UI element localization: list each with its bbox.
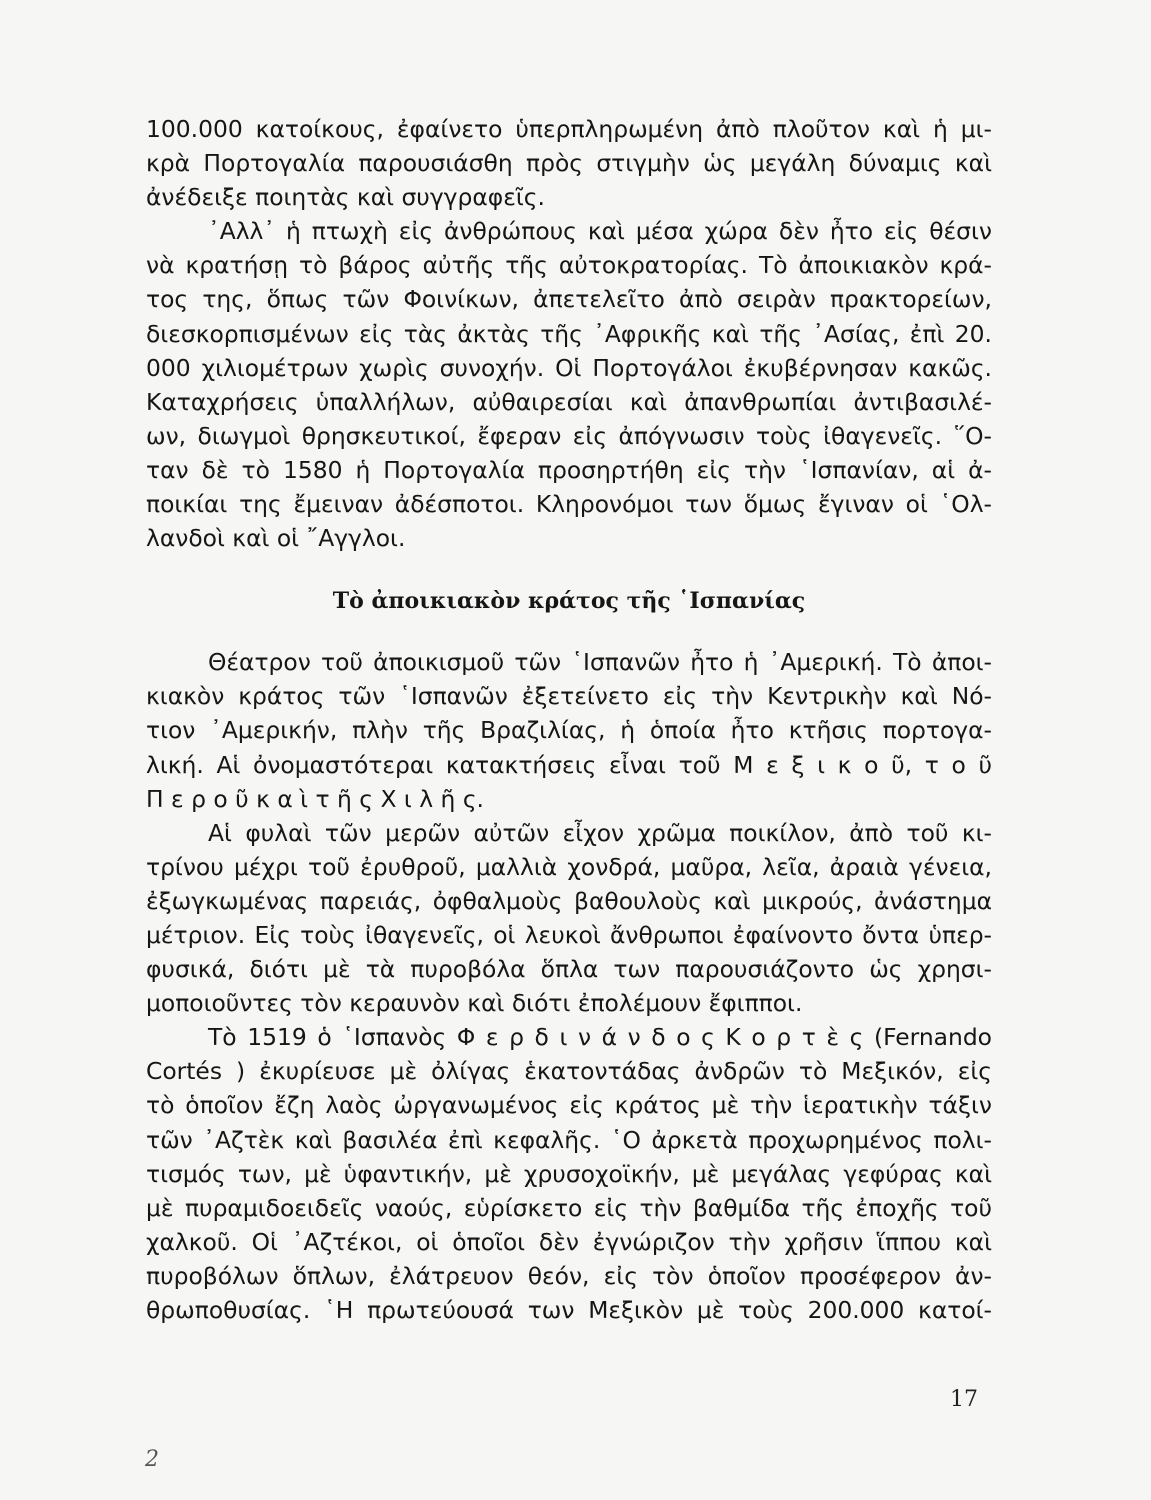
text-line: ων, διωγμοὶ θρησκευτικοί, ἔφεραν εἰς ἀπόγνωσιν τοὺς ἰθαγενεῖς. ῞Ο-: [146, 421, 992, 450]
page-number: 17: [950, 1387, 978, 1412]
text-line: τὸ ὁποῖον ἔζη λαὸς ὠργανωμένος εἰς κράτος μὲ τὴν ἱερατικὴν τάξιν: [146, 1091, 992, 1120]
text-line: λική. Αἱ ὀνομαστότεραι κατακτήσεις εἶναι τοῦ Μ ε ξ ι κ ο ῦ, τ ο ῦ: [146, 750, 992, 779]
text-line: θρωποθυσίας. ῾Η πρωτεύουσά των Μεξικὸν μὲ τοὺς 200.000 κατοί-: [146, 1296, 992, 1324]
section-heading: Τὸ ἀποικιακὸν κράτος τῆς ῾Ισπανίας: [332, 588, 806, 615]
text-line: τιον ᾿Αμερικήν, πλὴν τῆς Βραζιλίας, ἡ ὁποία ἦτο κτῆσις πορτογα-: [146, 716, 992, 745]
text-line: ἐξωγκωμένας παρειάς, ὀφθαλμοὺς βαθουλοὺς καὶ μικρούς, ἀνάστημα: [146, 886, 992, 915]
text-line: 100.000 κατοίκους, ἐφαίνετο ὑπερπληρωμένη ἀπὸ πλοῦτον καὶ ἡ μι-: [146, 115, 992, 143]
text-line: τισμός των, μὲ ὑφαντικήν, μὲ χρυσοχοϊκήν, μὲ μεγάλας γεφύρας καὶ: [146, 1159, 992, 1188]
text-line: ταν δὲ τὸ 1580 ἡ Πορτογαλία προσηρτήθη εἰς τὴν ῾Ισπανίαν, αἱ ἀ-: [146, 455, 992, 484]
text-line: ποικίαι της ἔμειναν ἀδέσποτοι. Κληρονόμοι των ὅμως ἔγιναν οἱ ῾Ολ-: [146, 490, 992, 519]
text-line: 000 χιλιομέτρων χωρὶς συνοχήν. Οἱ Πορτογάλοι ἐκυβέρνησαν κακῶς.: [146, 353, 992, 382]
body-text: [146, 112, 992, 1327]
text-line: ἀνέδειξε ποιητὰς καὶ συγγραφεῖς.: [146, 183, 545, 212]
text-line: διεσκορπισμένων εἰς τὰς ἀκτὰς τῆς ᾿Αφρικῆς καὶ τῆς ᾿Ασίας, ἐπὶ 20.: [146, 319, 992, 348]
text-line: νὰ κρατήσῃ τὸ βάρος αὐτῆς τῆς αὐτοκρατορίας. Τὸ ἀποικιακὸν κρά-: [146, 251, 992, 280]
text-line: χαλκοῦ. Οἱ ᾿Αζτέκοι, οἱ ὁποῖοι δὲν ἐγνώριζον τὴν χρῆσιν ἵππου καὶ: [146, 1227, 992, 1256]
text-line: λανδοὶ καὶ οἱ ῎Αγγλοι.: [146, 524, 406, 553]
margin-mark: 2: [145, 1447, 159, 1472]
text-line: κιακὸν κράτος τῶν ῾Ισπανῶν ἐξετείνετο εἰς τὴν Κεντρικὴν καὶ Νό-: [146, 682, 992, 711]
text-line: κρὰ Πορτογαλία παρουσιάσθη πρὸς στιγμὴν ὡς μεγάλη δύναμις καὶ: [146, 149, 992, 178]
text-line: τρίνου μέχρι τοῦ ἐρυθροῦ, μαλλιὰ χονδρά, μαῦρα, λεῖα, ἀραιὰ γένεια,: [146, 852, 992, 881]
text-line: Θέατρον τοῦ ἀποικισμοῦ τῶν ῾Ισπανῶν ἦτο ἡ ᾿Αμερική. Τὸ ἀποι-: [208, 648, 992, 677]
text-line: μέτριον. Εἰς τοὺς ἰθαγενεῖς, οἱ λευκοὶ ἄνθρωποι ἐφαίνοντο ὄντα ὑπερ-: [146, 920, 992, 949]
text-line: Αἱ φυλαὶ τῶν μερῶν αὐτῶν εἶχον χρῶμα ποικίλον, ἀπὸ τοῦ κι-: [208, 818, 992, 847]
text-line: Καταχρήσεις ὑπαλλήλων, αὐθαιρεσίαι καὶ ἀπανθρωπίαι ἀντιβασιλέ-: [146, 387, 992, 416]
text-line: Cortés ) ἐκυρίευσε μὲ ὀλίγας ἑκατοντάδας ἀνδρῶν τὸ Μεξικόν, εἰς: [146, 1057, 992, 1086]
text-line: φυσικά, διότι μὲ τὰ πυροβόλα ὅπλα των παρουσιάζοντο ὡς χρησι-: [146, 955, 992, 984]
text-line: τῶν ᾿Αζτὲκ καὶ βασιλέα ἐπὶ κεφαλῆς. ῾Ο ἀρκετὰ προχωρημένος πολι-: [146, 1125, 992, 1154]
text-line: Τὸ 1519 ὁ ῾Ισπανὸς Φ ε ρ δ ι ν ά ν δ ο ς Κ ο ρ τ ὲ ς (Fernando: [208, 1023, 992, 1052]
text-line: μὲ πυραμιδοειδεῖς ναούς, εὑρίσκετο εἰς τὴν βαθμίδα τῆς ἐποχῆς τοῦ: [146, 1193, 992, 1222]
text-line: τος της, ὅπως τῶν Φοινίκων, ἀπετελεῖτο ἀπὸ σειρὰν πρακτορείων,: [146, 285, 992, 314]
text-line: πυροβόλων ὅπλων, ἐλάτρευον θεόν, εἰς τὸν ὁποῖον προσέφερον ἀν-: [146, 1261, 992, 1290]
text-line: Π ε ρ ο ῦ κ α ὶ τ ῆ ς Χ ι λ ῆ ς.: [146, 784, 484, 813]
text-line: μοποιοῦντες τὸν κεραυνὸν καὶ διότι ἐπολέμουν ἔφιπποι.: [146, 989, 803, 1018]
text-line: ᾿Αλλ᾿ ἡ πτωχὴ εἰς ἀνθρώπους καὶ μέσα χώρα δὲν ἦτο εἰς θέσιν: [208, 217, 992, 246]
